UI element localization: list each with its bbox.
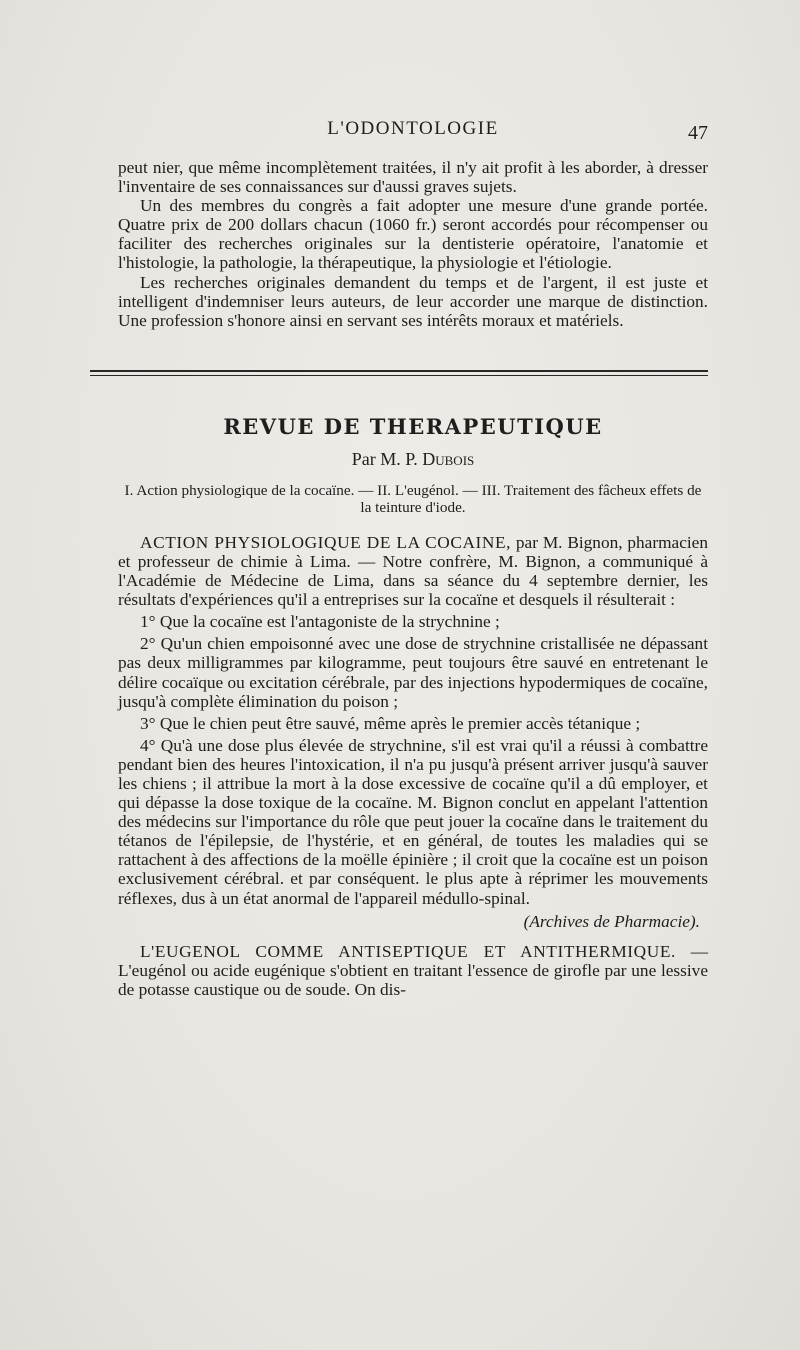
eugenol-text: — L'eugénol ou acide eugénique s'obtient en traitant l'essence de girofle par une lessive de potasse caustique ou de soude. On dis- bbox=[118, 941, 709, 999]
section-title: REVUE DE THERAPEUTIQUE bbox=[223, 413, 603, 439]
page-content bbox=[118, 118, 708, 999]
article-eugenol bbox=[118, 942, 708, 999]
point-4: 4° Qu'à une dose plus élevée de strychnine, s'il est vrai qu'il a réussi à combattre pendant bien des heures l'intoxication, il n'a pu jusqu'à présent arriver jusqu'à sauver les chiens ; il attribue la mort à la dose excessive de cocaïne qu'il a dû employer, et qui dépasse la dose toxique de la cocaïne. M. Bignon conclut en appelant l'attention des médecins sur l'importance du rôle que peut jouer la cocaïne dans le traitement du tétanos de l'épilepsie, de l'hystérie, et en général, de toutes les maladies qui se rattachent à des affections de la moëlle épinière ; il croit que la cocaïne est un poison exclusivement cérébral. et par conséquent. le plus apte à réprimer les mouvements réflexes, dus à un état anormal de l'appareil médullo-spinal. bbox=[118, 735, 708, 908]
intro-paragraph-1: peut nier, que même incomplètement traitées, il n'y ait profit à les aborder, à dresser l'inventaire de ses connaissances sur d'aussi graves sujets. bbox=[118, 158, 708, 197]
eugenol-lead-paragraph bbox=[118, 942, 708, 999]
intro-paragraph-2: Un des membres du congrès a fait adopter une mesure d'une grande portée. Quatre prix de 200 dollars chacun (1060 fr.) seront accordés pour récompenser ou faciliter des recherches originales sur la dentisterie opératoire, l'anatomie et l'histologie, la pathologie, la thérapeutique, la physiologie et l'étiologie. bbox=[118, 196, 708, 273]
article-cocaine bbox=[118, 533, 708, 932]
divider-thin-rule bbox=[90, 375, 708, 376]
point-2: 2° Qu'un chien empoisonné avec une dose de strychnine cristallisée ne dépassant pas deux milligrammes par kilogramme, peut toujours être sauvé en entretenant le délire cocaïque ou excitation cérébrale, par des injections hypodermiques de cocaïne, jusqu'à complète élimination du poison ; bbox=[118, 634, 708, 711]
article-source: (Archives de Pharmacie). bbox=[523, 911, 700, 931]
byline-prefix: Par M. P. bbox=[351, 448, 418, 469]
running-head bbox=[118, 118, 708, 158]
article-lead-text: par M. Bignon, pharmacien et professeur de chimie à Lima. — Notre confrère, M. Bignon, a communiqué à l'Académie de Médecine de Lima, dans sa séance du 4 septembre dernier, les résultats d'expériences qu'il a entreprises sur la cocaïne et desquels il résulterait : bbox=[118, 532, 708, 610]
intro-paragraph-3: Les recherches originales demandent du temps et de l'argent, il est juste et intelligent d'indemniser leurs auteurs, de leur accorder une marque de distinction. Une profession s'honore ainsi en servant ses intérêts moraux et matériels. bbox=[118, 272, 708, 330]
article-lead-heading: ACTION PHYSIOLOGIQUE DE LA COCAINE, bbox=[140, 532, 512, 552]
section-summary: I. Action physiologique de la cocaïne. — II. L'eugénol. — III. Traitement des fâcheux effets de la teinture d'iode. bbox=[124, 481, 702, 517]
byline bbox=[118, 449, 708, 470]
byline-author: Dubois bbox=[422, 448, 475, 469]
point-3: 3° Que le chien peut être sauvé, même après le premier accès tétanique ; bbox=[140, 713, 641, 733]
page-number: 47 bbox=[688, 122, 708, 144]
section-divider bbox=[90, 370, 708, 376]
point-1: 1° Que la cocaïne est l'antagoniste de la strychnine ; bbox=[140, 612, 500, 632]
running-title: L'ODONTOLOGIE bbox=[327, 118, 499, 139]
eugenol-heading: L'EUGENOL COMME ANTISEPTIQUE ET ANTITHERMIQUE. bbox=[140, 941, 676, 961]
intro-text bbox=[118, 158, 708, 330]
divider-thick-rule bbox=[90, 370, 708, 372]
article-lead-paragraph bbox=[118, 533, 708, 609]
